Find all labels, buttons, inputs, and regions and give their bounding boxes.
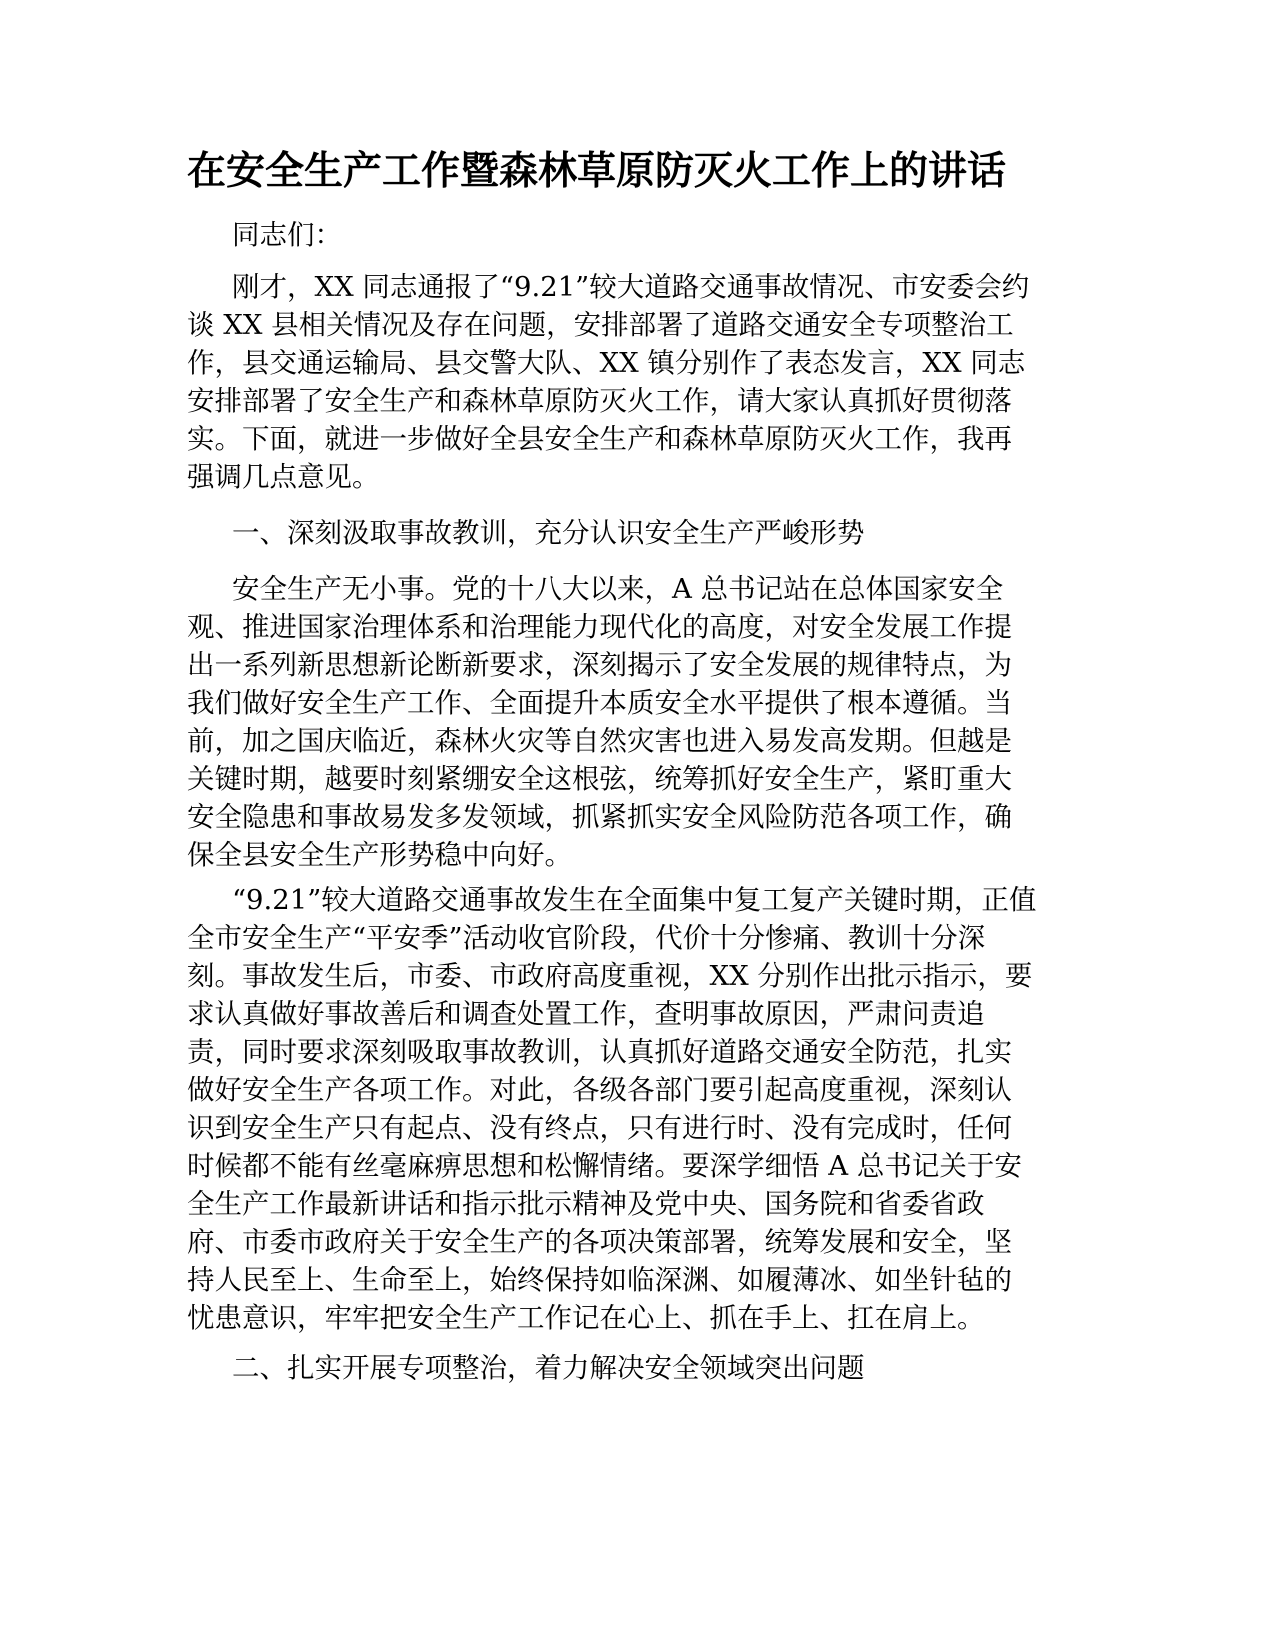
paragraph-1-line-1: 刚才，XX 同志通报了“9.21”较大道路交通事故情况、市安委会约	[232, 271, 1030, 303]
paragraph-1-line-6: 强调几点意见。	[187, 461, 380, 493]
paragraph-1-line-5: 实。下面，就进一步做好全县安全生产和森林草原防灭火工作，我再	[187, 423, 1012, 455]
paragraph-3-line-12: 忧患意识，牢牢把安全生产工作记在心上、抓在手上、扛在肩上。	[187, 1302, 985, 1334]
document-title: 在安全生产工作暨森林草原防灭火工作上的讲话	[187, 149, 1007, 194]
paragraph-3-line-4: 求认真做好事故善后和调查处置工作，查明事故原因，严肃问责追	[187, 998, 985, 1030]
paragraph-2-line-2: 观、推进国家治理体系和治理能力现代化的高度，对安全发展工作提	[187, 611, 1012, 643]
paragraph-1-line-2: 谈 XX 县相关情况及存在问题，安排部署了道路交通安全专项整治工	[187, 309, 1014, 341]
paragraph-2-line-7: 安全隐患和事故易发多发领域，抓紧抓实安全风险防范各项工作，确	[187, 801, 1012, 833]
paragraph-3-line-2: 全市安全生产“平安季”活动收官阶段，代价十分惨痛、教训十分深	[187, 922, 986, 954]
paragraph-2-line-5: 前，加之国庆临近，森林火灾等自然灾害也进入易发高发期。但越是	[187, 725, 1012, 757]
paragraph-2-line-4: 我们做好安全生产工作、全面提升本质安全水平提供了根本遵循。当	[187, 687, 1012, 719]
paragraph-2-line-8: 保全县安全生产形势稳中向好。	[187, 839, 572, 871]
paragraph-3-line-3: 刻。事故发生后，市委、市政府高度重视，XX 分别作出批示指示，要	[187, 960, 1033, 992]
paragraph-2-line-6: 关键时期，越要时刻紧绷安全这根弦，统筹抓好安全生产，紧盯重大	[187, 763, 1012, 795]
salutation: 同志们：	[232, 219, 342, 251]
paragraph-3-line-9: 全生产工作最新讲话和指示批示精神及党中央、国务院和省委省政	[187, 1188, 985, 1220]
paragraph-3-line-5: 责，同时要求深刻吸取事故教训，认真抓好道路交通安全防范，扎实	[187, 1036, 1012, 1068]
paragraph-3-line-11: 持人民至上、生命至上，始终保持如临深渊、如履薄冰、如坐针毡的	[187, 1264, 1012, 1296]
paragraph-3-line-6: 做好安全生产各项工作。对此，各级各部门要引起高度重视，深刻认	[187, 1074, 1012, 1106]
paragraph-3-line-7: 识到安全生产只有起点、没有终点，只有进行时、没有完成时，任何	[187, 1112, 1012, 1144]
paragraph-1-line-3: 作，县交通运输局、县交警大队、XX 镇分别作了表态发言，XX 同志	[187, 347, 1026, 379]
section-heading-2: 二、扎实开展专项整治，着力解决安全领域突出问题	[232, 1352, 865, 1384]
paragraph-3-line-10: 府、市委市政府关于安全生产的各项决策部署，统筹发展和安全，坚	[187, 1226, 1012, 1258]
paragraph-1-line-4: 安排部署了安全生产和森林草原防灭火工作，请大家认真抓好贯彻落	[187, 385, 1012, 417]
paragraph-2-line-1: 安全生产无小事。党的十八大以来，A 总书记站在总体国家安全	[232, 573, 1004, 605]
section-heading-1: 一、深刻汲取事故教训，充分认识安全生产严峻形势	[232, 517, 865, 549]
paragraph-3-line-1: “9.21”较大道路交通事故发生在全面集中复工复产关键时期，正值	[232, 884, 1037, 916]
paragraph-3-line-8: 时候都不能有丝毫麻痹思想和松懈情绪。要深学细悟 A 总书记关于安	[187, 1150, 1022, 1182]
paragraph-2-line-3: 出一系列新思想新论断新要求，深刻揭示了安全发展的规律特点，为	[187, 649, 1012, 681]
